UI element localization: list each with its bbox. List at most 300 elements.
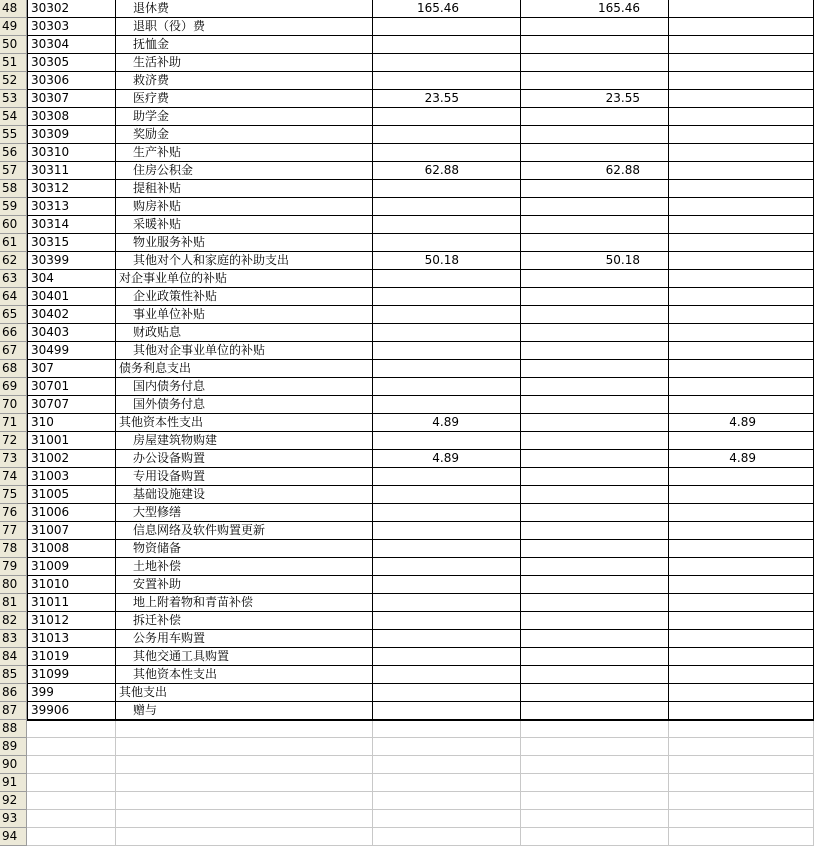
total-cell[interactable]: [373, 486, 521, 504]
total-cell[interactable]: [373, 522, 521, 540]
code-cell[interactable]: 30311: [27, 162, 116, 180]
code-cell[interactable]: 31006: [27, 504, 116, 522]
table-row: [0, 270, 814, 288]
row-header[interactable]: 75: [0, 486, 27, 504]
code-cell[interactable]: 30399: [27, 252, 116, 270]
table-row: [0, 360, 814, 378]
item-name-cell[interactable]: 安置补助: [116, 576, 373, 594]
code-cell[interactable]: 30302: [27, 0, 116, 18]
code-cell[interactable]: 30314: [27, 216, 116, 234]
basic-expenditure-cell[interactable]: [521, 540, 669, 558]
total-cell[interactable]: [373, 558, 521, 576]
table-row: [0, 414, 814, 432]
empty-cell[interactable]: [669, 810, 814, 828]
empty-cell[interactable]: [27, 738, 116, 756]
item-name-cell[interactable]: 对企事业单位的补贴: [116, 270, 373, 288]
total-cell[interactable]: [373, 684, 521, 702]
code-cell[interactable]: 30313: [27, 198, 116, 216]
basic-expenditure-cell[interactable]: [521, 612, 669, 630]
table-row: [0, 522, 814, 540]
row-header[interactable]: 59: [0, 198, 27, 216]
project-expenditure-cell[interactable]: [669, 612, 814, 630]
empty-cell[interactable]: [669, 792, 814, 810]
row-header[interactable]: 83: [0, 630, 27, 648]
item-name-cell[interactable]: 办公设备购置: [116, 450, 373, 468]
item-name-cell[interactable]: 国内债务付息: [116, 378, 373, 396]
empty-cell[interactable]: [521, 810, 669, 828]
row-header[interactable]: 66: [0, 324, 27, 342]
item-name-cell[interactable]: 房屋建筑物购建: [116, 432, 373, 450]
basic-expenditure-cell[interactable]: [521, 450, 669, 468]
empty-cell[interactable]: [116, 738, 373, 756]
row-header[interactable]: 53: [0, 90, 27, 108]
basic-expenditure-cell[interactable]: [521, 36, 669, 54]
item-name-cell[interactable]: 赠与: [116, 702, 373, 720]
row-header[interactable]: 79: [0, 558, 27, 576]
project-expenditure-cell[interactable]: [669, 18, 814, 36]
code-cell[interactable]: 31019: [27, 648, 116, 666]
item-name-cell[interactable]: 物业服务补贴: [116, 234, 373, 252]
item-name-cell[interactable]: 其他对企事业单位的补贴: [116, 342, 373, 360]
basic-expenditure-cell[interactable]: [521, 108, 669, 126]
basic-expenditure-cell[interactable]: [521, 702, 669, 720]
item-name-cell[interactable]: 信息网络及软件购置更新: [116, 522, 373, 540]
table-row: [0, 180, 814, 198]
row-header[interactable]: 94: [0, 828, 27, 846]
item-name-cell[interactable]: 生产补贴: [116, 144, 373, 162]
empty-row: [0, 720, 814, 738]
total-cell[interactable]: 4.89: [373, 450, 521, 468]
total-cell[interactable]: [373, 108, 521, 126]
table-row: [0, 666, 814, 684]
item-name-cell[interactable]: 提租补贴: [116, 180, 373, 198]
code-cell[interactable]: 31002: [27, 450, 116, 468]
project-expenditure-cell[interactable]: [669, 162, 814, 180]
row-header[interactable]: 74: [0, 468, 27, 486]
row-header[interactable]: 51: [0, 54, 27, 72]
total-cell[interactable]: [373, 576, 521, 594]
basic-expenditure-cell[interactable]: [521, 18, 669, 36]
basic-expenditure-cell[interactable]: [521, 666, 669, 684]
empty-cell[interactable]: [27, 828, 116, 846]
row-header[interactable]: 60: [0, 216, 27, 234]
project-expenditure-cell[interactable]: [669, 468, 814, 486]
empty-cell[interactable]: [27, 756, 116, 774]
basic-expenditure-cell[interactable]: 50.18: [521, 252, 669, 270]
row-header[interactable]: 50: [0, 36, 27, 54]
code-cell[interactable]: 30306: [27, 72, 116, 90]
row-header[interactable]: 68: [0, 360, 27, 378]
empty-cell[interactable]: [521, 756, 669, 774]
basic-expenditure-cell[interactable]: 62.88: [521, 162, 669, 180]
basic-expenditure-cell[interactable]: [521, 144, 669, 162]
empty-cell[interactable]: [373, 774, 521, 792]
item-name-cell[interactable]: 住房公积金: [116, 162, 373, 180]
empty-cell[interactable]: [116, 756, 373, 774]
item-name-cell[interactable]: 医疗费: [116, 90, 373, 108]
basic-expenditure-cell[interactable]: [521, 468, 669, 486]
total-cell[interactable]: [373, 324, 521, 342]
total-cell[interactable]: [373, 666, 521, 684]
empty-row: [0, 810, 814, 828]
table-row: [0, 540, 814, 558]
code-cell[interactable]: 31099: [27, 666, 116, 684]
row-header[interactable]: 85: [0, 666, 27, 684]
total-cell[interactable]: [373, 540, 521, 558]
empty-cell[interactable]: [373, 792, 521, 810]
total-cell[interactable]: [373, 72, 521, 90]
total-cell[interactable]: [373, 306, 521, 324]
total-cell[interactable]: [373, 360, 521, 378]
code-cell[interactable]: 307: [27, 360, 116, 378]
code-cell[interactable]: 31005: [27, 486, 116, 504]
item-name-cell[interactable]: 地上附着物和青苗补偿: [116, 594, 373, 612]
empty-cell[interactable]: [669, 720, 814, 738]
row-header[interactable]: 78: [0, 540, 27, 558]
total-cell[interactable]: [373, 468, 521, 486]
item-name-cell[interactable]: 助学金: [116, 108, 373, 126]
project-expenditure-cell[interactable]: [669, 378, 814, 396]
code-cell[interactable]: 30401: [27, 288, 116, 306]
empty-cell[interactable]: [373, 738, 521, 756]
project-expenditure-cell[interactable]: [669, 144, 814, 162]
item-name-cell[interactable]: 抚恤金: [116, 36, 373, 54]
basic-expenditure-cell[interactable]: [521, 414, 669, 432]
project-expenditure-cell[interactable]: [669, 576, 814, 594]
code-cell[interactable]: 30499: [27, 342, 116, 360]
code-cell[interactable]: 31008: [27, 540, 116, 558]
row-header[interactable]: 80: [0, 576, 27, 594]
code-cell[interactable]: 30310: [27, 144, 116, 162]
project-expenditure-cell[interactable]: [669, 504, 814, 522]
basic-expenditure-cell[interactable]: [521, 270, 669, 288]
project-expenditure-cell[interactable]: [669, 360, 814, 378]
project-expenditure-cell[interactable]: 4.89: [669, 450, 814, 468]
empty-cell[interactable]: [669, 828, 814, 846]
row-header[interactable]: 72: [0, 432, 27, 450]
row-header[interactable]: 64: [0, 288, 27, 306]
row-header[interactable]: 62: [0, 252, 27, 270]
total-cell[interactable]: [373, 270, 521, 288]
basic-expenditure-cell[interactable]: [521, 396, 669, 414]
code-cell[interactable]: 30312: [27, 180, 116, 198]
basic-expenditure-cell[interactable]: [521, 576, 669, 594]
total-cell[interactable]: [373, 198, 521, 216]
project-expenditure-cell[interactable]: [669, 558, 814, 576]
empty-cell[interactable]: [27, 774, 116, 792]
total-cell[interactable]: 4.89: [373, 414, 521, 432]
item-name-cell[interactable]: 物资储备: [116, 540, 373, 558]
project-expenditure-cell[interactable]: [669, 324, 814, 342]
item-name-cell[interactable]: 救济费: [116, 72, 373, 90]
table-row: [0, 648, 814, 666]
project-expenditure-cell[interactable]: [669, 234, 814, 252]
row-header[interactable]: 56: [0, 144, 27, 162]
empty-cell[interactable]: [373, 756, 521, 774]
empty-cell[interactable]: [27, 810, 116, 828]
basic-expenditure-cell[interactable]: [521, 684, 669, 702]
empty-cell[interactable]: [521, 720, 669, 738]
row-header[interactable]: 81: [0, 594, 27, 612]
code-cell[interactable]: 30309: [27, 126, 116, 144]
empty-cell[interactable]: [669, 756, 814, 774]
code-cell[interactable]: 31010: [27, 576, 116, 594]
basic-expenditure-cell[interactable]: [521, 432, 669, 450]
table-row: [0, 126, 814, 144]
empty-cell[interactable]: [27, 792, 116, 810]
total-cell[interactable]: 50.18: [373, 252, 521, 270]
code-cell[interactable]: 310: [27, 414, 116, 432]
row-header[interactable]: 48: [0, 0, 27, 18]
total-cell[interactable]: 62.88: [373, 162, 521, 180]
table-row: [0, 306, 814, 324]
item-name-cell[interactable]: 其他对个人和家庭的补助支出: [116, 252, 373, 270]
code-cell[interactable]: 30308: [27, 108, 116, 126]
total-cell[interactable]: [373, 396, 521, 414]
project-expenditure-cell[interactable]: [669, 666, 814, 684]
row-header[interactable]: 87: [0, 702, 27, 720]
project-expenditure-cell[interactable]: [669, 216, 814, 234]
item-name-cell[interactable]: 其他资本性支出: [116, 414, 373, 432]
item-name-cell[interactable]: 大型修缮: [116, 504, 373, 522]
code-cell[interactable]: 30403: [27, 324, 116, 342]
total-cell[interactable]: [373, 288, 521, 306]
basic-expenditure-cell[interactable]: [521, 126, 669, 144]
item-name-cell[interactable]: 其他交通工具购置: [116, 648, 373, 666]
code-cell[interactable]: 30303: [27, 18, 116, 36]
basic-expenditure-cell[interactable]: [521, 558, 669, 576]
row-header[interactable]: 76: [0, 504, 27, 522]
total-cell[interactable]: [373, 702, 521, 720]
total-cell[interactable]: [373, 216, 521, 234]
empty-cell[interactable]: [373, 720, 521, 738]
basic-expenditure-cell[interactable]: [521, 360, 669, 378]
project-expenditure-cell[interactable]: [669, 648, 814, 666]
code-cell[interactable]: 399: [27, 684, 116, 702]
row-header[interactable]: 71: [0, 414, 27, 432]
total-cell[interactable]: [373, 36, 521, 54]
code-cell[interactable]: 31001: [27, 432, 116, 450]
project-expenditure-cell[interactable]: [669, 36, 814, 54]
total-cell[interactable]: [373, 234, 521, 252]
empty-cell[interactable]: [521, 792, 669, 810]
item-name-cell[interactable]: 奖励金: [116, 126, 373, 144]
item-name-cell[interactable]: 企业政策性补贴: [116, 288, 373, 306]
basic-expenditure-cell[interactable]: [521, 198, 669, 216]
project-expenditure-cell[interactable]: [669, 594, 814, 612]
total-cell[interactable]: [373, 378, 521, 396]
row-header[interactable]: 90: [0, 756, 27, 774]
table-row: [0, 612, 814, 630]
total-cell[interactable]: [373, 126, 521, 144]
project-expenditure-cell[interactable]: [669, 252, 814, 270]
total-cell[interactable]: [373, 342, 521, 360]
basic-expenditure-cell[interactable]: [521, 522, 669, 540]
row-header[interactable]: 86: [0, 684, 27, 702]
total-cell[interactable]: 165.46: [373, 0, 521, 18]
project-expenditure-cell[interactable]: [669, 342, 814, 360]
row-header[interactable]: 73: [0, 450, 27, 468]
project-expenditure-cell[interactable]: [669, 702, 814, 720]
row-header[interactable]: 77: [0, 522, 27, 540]
empty-cell[interactable]: [521, 738, 669, 756]
basic-expenditure-cell[interactable]: [521, 630, 669, 648]
project-expenditure-cell[interactable]: [669, 72, 814, 90]
empty-cell[interactable]: [521, 828, 669, 846]
code-cell[interactable]: 31003: [27, 468, 116, 486]
item-name-cell[interactable]: 拆迁补偿: [116, 612, 373, 630]
item-name-cell[interactable]: 国外债务付息: [116, 396, 373, 414]
total-cell[interactable]: [373, 18, 521, 36]
total-cell[interactable]: [373, 432, 521, 450]
code-cell[interactable]: 304: [27, 270, 116, 288]
table-row: [0, 72, 814, 90]
total-cell[interactable]: [373, 144, 521, 162]
item-name-cell[interactable]: 财政贴息: [116, 324, 373, 342]
row-header[interactable]: 52: [0, 72, 27, 90]
project-expenditure-cell[interactable]: [669, 90, 814, 108]
total-cell[interactable]: 23.55: [373, 90, 521, 108]
empty-cell[interactable]: [116, 774, 373, 792]
empty-cell[interactable]: [116, 720, 373, 738]
code-cell[interactable]: 30315: [27, 234, 116, 252]
code-cell[interactable]: 30707: [27, 396, 116, 414]
project-expenditure-cell[interactable]: [669, 306, 814, 324]
project-expenditure-cell[interactable]: 4.89: [669, 414, 814, 432]
empty-cell[interactable]: [116, 828, 373, 846]
total-cell[interactable]: [373, 54, 521, 72]
table-row: [0, 162, 814, 180]
code-cell[interactable]: 39906: [27, 702, 116, 720]
code-cell[interactable]: 30307: [27, 90, 116, 108]
row-header[interactable]: 89: [0, 738, 27, 756]
total-cell[interactable]: [373, 180, 521, 198]
total-cell[interactable]: [373, 504, 521, 522]
project-expenditure-cell[interactable]: [669, 270, 814, 288]
basic-expenditure-cell[interactable]: [521, 342, 669, 360]
item-name-cell[interactable]: 退休费: [116, 0, 373, 18]
row-header[interactable]: 82: [0, 612, 27, 630]
basic-expenditure-cell[interactable]: [521, 324, 669, 342]
empty-cell[interactable]: [116, 792, 373, 810]
basic-expenditure-cell[interactable]: [521, 594, 669, 612]
row-header[interactable]: 91: [0, 774, 27, 792]
project-expenditure-cell[interactable]: [669, 684, 814, 702]
row-header[interactable]: 63: [0, 270, 27, 288]
code-cell[interactable]: 30701: [27, 378, 116, 396]
code-cell[interactable]: 31012: [27, 612, 116, 630]
row-header[interactable]: 61: [0, 234, 27, 252]
project-expenditure-cell[interactable]: [669, 522, 814, 540]
row-header[interactable]: 93: [0, 810, 27, 828]
basic-expenditure-cell[interactable]: [521, 378, 669, 396]
basic-expenditure-cell[interactable]: [521, 234, 669, 252]
basic-expenditure-cell[interactable]: [521, 648, 669, 666]
item-name-cell[interactable]: 公务用车购置: [116, 630, 373, 648]
total-cell[interactable]: [373, 594, 521, 612]
row-header[interactable]: 84: [0, 648, 27, 666]
total-cell[interactable]: [373, 612, 521, 630]
row-header[interactable]: 55: [0, 126, 27, 144]
item-name-cell[interactable]: 其他资本性支出: [116, 666, 373, 684]
row-header[interactable]: 67: [0, 342, 27, 360]
project-expenditure-cell[interactable]: [669, 108, 814, 126]
project-expenditure-cell[interactable]: [669, 54, 814, 72]
basic-expenditure-cell[interactable]: 165.46: [521, 0, 669, 18]
code-cell[interactable]: 30402: [27, 306, 116, 324]
empty-cell[interactable]: [373, 828, 521, 846]
row-header[interactable]: 92: [0, 792, 27, 810]
row-header[interactable]: 49: [0, 18, 27, 36]
code-cell[interactable]: 30304: [27, 36, 116, 54]
item-name-cell[interactable]: 退职（役）费: [116, 18, 373, 36]
item-name-cell[interactable]: 基础设施建设: [116, 486, 373, 504]
basic-expenditure-cell[interactable]: [521, 54, 669, 72]
code-cell[interactable]: 30305: [27, 54, 116, 72]
empty-cell[interactable]: [27, 720, 116, 738]
basic-expenditure-cell[interactable]: [521, 306, 669, 324]
table-row: [0, 486, 814, 504]
project-expenditure-cell[interactable]: [669, 198, 814, 216]
code-cell[interactable]: 31007: [27, 522, 116, 540]
empty-cell[interactable]: [521, 774, 669, 792]
empty-cell[interactable]: [373, 810, 521, 828]
row-header[interactable]: 88: [0, 720, 27, 738]
project-expenditure-cell[interactable]: [669, 486, 814, 504]
basic-expenditure-cell[interactable]: 23.55: [521, 90, 669, 108]
row-header[interactable]: 65: [0, 306, 27, 324]
item-name-cell[interactable]: 生活补助: [116, 54, 373, 72]
empty-cell[interactable]: [669, 738, 814, 756]
total-cell[interactable]: [373, 648, 521, 666]
code-cell[interactable]: 31011: [27, 594, 116, 612]
item-name-cell[interactable]: 购房补贴: [116, 198, 373, 216]
basic-expenditure-cell[interactable]: [521, 180, 669, 198]
empty-row: [0, 756, 814, 774]
empty-cell[interactable]: [669, 774, 814, 792]
basic-expenditure-cell[interactable]: [521, 288, 669, 306]
item-name-cell[interactable]: 事业单位补贴: [116, 306, 373, 324]
item-name-cell[interactable]: 专用设备购置: [116, 468, 373, 486]
project-expenditure-cell[interactable]: [669, 0, 814, 18]
project-expenditure-cell[interactable]: [669, 540, 814, 558]
project-expenditure-cell[interactable]: [669, 396, 814, 414]
project-expenditure-cell[interactable]: [669, 180, 814, 198]
row-header[interactable]: 54: [0, 108, 27, 126]
item-name-cell[interactable]: 债务利息支出: [116, 360, 373, 378]
code-cell[interactable]: 31013: [27, 630, 116, 648]
table-row: [0, 144, 814, 162]
total-cell[interactable]: [373, 630, 521, 648]
project-expenditure-cell[interactable]: [669, 288, 814, 306]
empty-cell[interactable]: [116, 810, 373, 828]
basic-expenditure-cell[interactable]: [521, 504, 669, 522]
code-cell[interactable]: 31009: [27, 558, 116, 576]
row-header[interactable]: 69: [0, 378, 27, 396]
project-expenditure-cell[interactable]: [669, 630, 814, 648]
project-expenditure-cell[interactable]: [669, 432, 814, 450]
basic-expenditure-cell[interactable]: [521, 72, 669, 90]
row-header[interactable]: 70: [0, 396, 27, 414]
item-name-cell[interactable]: 采暖补贴: [116, 216, 373, 234]
item-name-cell[interactable]: 其他支出: [116, 684, 373, 702]
row-header[interactable]: 58: [0, 180, 27, 198]
row-header[interactable]: 57: [0, 162, 27, 180]
project-expenditure-cell[interactable]: [669, 126, 814, 144]
item-name-cell[interactable]: 土地补偿: [116, 558, 373, 576]
basic-expenditure-cell[interactable]: [521, 216, 669, 234]
basic-expenditure-cell[interactable]: [521, 486, 669, 504]
